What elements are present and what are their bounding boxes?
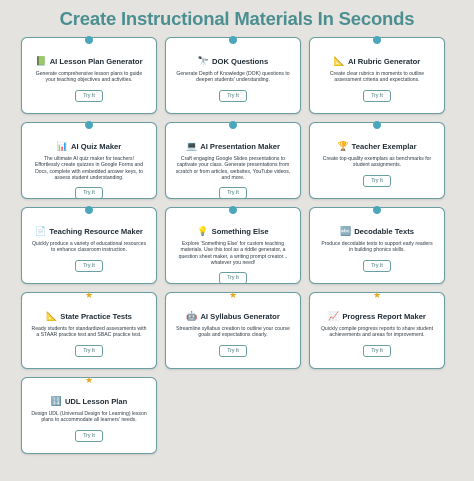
card-header xyxy=(27,310,151,322)
try-it-button[interactable]: Try It xyxy=(219,272,247,284)
card-description: Streamline syllabus creation to outline your course goals and expectations clearly. xyxy=(176,326,290,339)
try-it-button[interactable]: Try It xyxy=(75,345,103,357)
card-title: AI Lesson Plan Generator xyxy=(49,56,143,66)
card-header xyxy=(315,225,439,237)
new-badge-icon xyxy=(373,121,381,129)
card-description: Generate Depth of Knowledge (DOK) questions to deepen students' understanding. xyxy=(176,71,290,84)
card-description: Design UDL (Universal Design for Learning) lesson plans to accommodate all learners' needs. xyxy=(31,411,147,424)
tool-card[interactable] xyxy=(165,37,301,114)
try-it-button[interactable]: Try It xyxy=(219,345,247,357)
tool-card[interactable] xyxy=(309,207,445,284)
card-header xyxy=(315,55,439,67)
card-header xyxy=(27,225,151,237)
card-title: AI Rubric Generator xyxy=(348,56,421,66)
try-it-button[interactable]: Try It xyxy=(363,260,391,272)
tool-card[interactable] xyxy=(21,122,157,199)
try-it-button[interactable]: Try It xyxy=(219,187,247,199)
card-header xyxy=(27,395,151,407)
card-description: Explore 'Something Else' for custom teaching materials. Use this tool as a riddle generator, a question sheet maker, a writing prompt creator... whatever you need! xyxy=(178,241,288,266)
try-it-button[interactable]: Try It xyxy=(75,90,103,102)
tool-card[interactable] xyxy=(309,122,445,199)
new-badge-icon xyxy=(85,206,93,214)
star-icon: ★ xyxy=(372,290,382,300)
new-badge-icon xyxy=(229,36,237,44)
card-description: Ready students for standardized assessments with a STAAR practice test and SBAC practice test. xyxy=(31,326,147,339)
ruler-icon: 📐 xyxy=(333,55,346,66)
tools-grid xyxy=(21,37,445,454)
try-it-button[interactable]: Try It xyxy=(363,175,391,187)
try-it-button[interactable]: Try It xyxy=(75,430,103,442)
card-title: Something Else xyxy=(211,226,269,236)
chart-up-icon: 📈 xyxy=(328,310,340,321)
card-title: Progress Report Maker xyxy=(342,311,426,321)
card-header xyxy=(171,55,295,67)
try-it-button[interactable]: Try It xyxy=(75,260,103,272)
card-description: Produce decodable texts to support early readers in building phonics skills. xyxy=(321,241,433,254)
new-badge-icon xyxy=(85,121,93,129)
card-title: UDL Lesson Plan xyxy=(64,396,128,406)
try-it-button[interactable]: Try It xyxy=(363,90,391,102)
new-badge-icon xyxy=(85,36,93,44)
laptop-icon: 💻 xyxy=(186,140,198,151)
card-title: DOK Questions xyxy=(212,56,269,66)
tool-card[interactable] xyxy=(21,292,157,369)
card-description: Quickly produce a variety of educational resources to enhance classroom instruction. xyxy=(31,241,147,254)
new-badge-icon xyxy=(229,206,237,214)
card-description: Create top-quality exemplars as benchmarks for student assignments. xyxy=(322,156,432,169)
card-header xyxy=(171,310,295,322)
chart-icon: 📊 xyxy=(56,140,68,151)
lightbulb-icon: 💡 xyxy=(197,225,209,236)
new-badge-icon xyxy=(229,121,237,129)
card-header xyxy=(315,140,439,152)
try-it-button[interactable]: Try It xyxy=(363,345,391,357)
tool-card[interactable] xyxy=(21,37,157,114)
card-description: The ultimate AI quiz maker for teachers! Effortlessly create quizzes in Google Forms and Docs, complete with embedded answer keys, to assess student understanding. xyxy=(34,156,144,181)
card-header xyxy=(27,55,151,67)
ruler-icon: 📐 xyxy=(46,310,58,321)
card-header xyxy=(171,140,295,152)
robot-icon: 🤖 xyxy=(186,310,198,321)
card-description: Quickly compile progress reports to share student achievements and areas for improvement. xyxy=(320,326,434,339)
new-badge-icon xyxy=(373,36,381,44)
tool-card[interactable] xyxy=(21,377,157,454)
page-title: Create Instructional Materials In Seconds xyxy=(59,8,415,29)
tool-card[interactable] xyxy=(165,122,301,199)
try-it-button[interactable]: Try It xyxy=(219,90,247,102)
trophy-icon: 🏆 xyxy=(337,140,349,151)
book-icon: 📗 xyxy=(35,55,47,66)
card-title: Teaching Resource Maker xyxy=(49,226,143,236)
try-it-button[interactable]: Try It xyxy=(75,187,103,199)
card-header xyxy=(171,225,295,237)
card-description: Generate comprehensive lesson plans to guide your teaching objectives and activities. xyxy=(35,71,143,84)
card-header xyxy=(315,310,439,322)
card-title: AI Presentation Maker xyxy=(200,141,280,151)
document-icon: 📄 xyxy=(35,225,47,236)
tool-card[interactable] xyxy=(165,292,301,369)
new-badge-icon xyxy=(373,206,381,214)
card-title: Teacher Exemplar xyxy=(351,141,417,151)
card-description: Create clear rubrics in moments to outline assessment criteria and expectations. xyxy=(329,71,425,84)
numbers-icon: 🔢 xyxy=(50,395,62,406)
tool-card[interactable] xyxy=(21,207,157,284)
card-header xyxy=(27,140,151,152)
card-title: AI Quiz Maker xyxy=(71,141,122,151)
tool-card[interactable] xyxy=(309,292,445,369)
star-icon: ★ xyxy=(84,290,94,300)
tool-card[interactable] xyxy=(165,207,301,284)
card-description: Craft engaging Google Slides presentations to captivate your class. Generate presentations from scratch or from articles, websites, YouTube videos, and more. xyxy=(175,156,291,181)
card-title: Decodable Texts xyxy=(354,226,414,236)
card-title: State Practice Tests xyxy=(60,311,132,321)
star-icon: ★ xyxy=(84,375,94,385)
tool-card[interactable] xyxy=(309,37,445,114)
abc-icon: 🔤 xyxy=(339,225,352,236)
card-title: AI Syllabus Generator xyxy=(200,311,280,321)
star-icon: ★ xyxy=(228,290,238,300)
telescope-icon: 🔭 xyxy=(197,55,210,66)
